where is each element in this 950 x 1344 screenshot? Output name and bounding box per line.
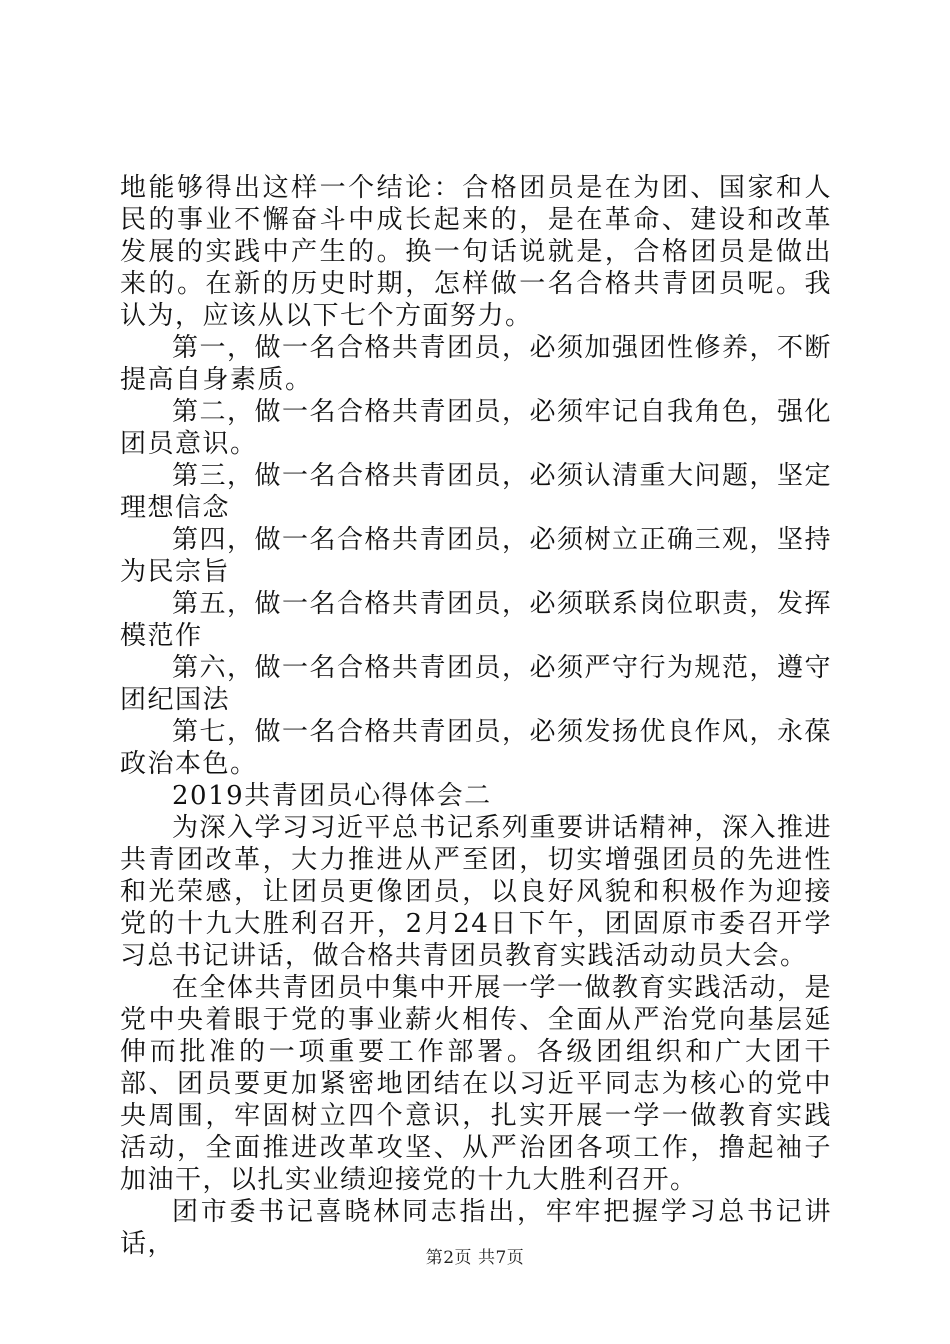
body-paragraph: 在全体共青团员中集中开展一学一做教育实践活动，是党中央着眼于党的事业薪火相传、全面从严治党向基层延伸而批准的一项重要工作部署。各级团组织和广大团干部、团员要更加紧密地团结在以习近平同志为核心的党中央周围，牢固树立四个意识，扎实开展一学一做教育实践活动，全面推进改革攻坚、从严治团各项工作，撸起袖子加油干，以扎实业绩迎接党的十九大胜利召开。 [120, 973, 833, 1195]
body-paragraph: 第六，做一名合格共青团员，必须严守行为规范，遵守团纪国法 [120, 653, 833, 715]
body-paragraph: 第七，做一名合格共青团员，必须发扬优良作风，永葆政治本色。 [120, 717, 833, 779]
body-paragraph: 第四，做一名合格共青团员，必须树立正确三观，坚持为民宗旨 [120, 525, 833, 587]
page-number-footer: 第2页 共7页 [425, 1248, 525, 1268]
document-body [120, 172, 832, 1260]
body-paragraph: 团市委书记喜晓林同志指出，牢牢把握学习总书记讲话， [120, 1197, 832, 1259]
body-paragraph: 第五，做一名合格共青团员，必须联系岗位职责，发挥模范作 [120, 589, 833, 651]
body-paragraph: 地能够得出这样一个结论：合格团员是在为团、国家和人民的事业不懈奋斗中成长起来的，是在革命、建设和改革发展的实践中产生的。换一句话说就是，合格团员是做出来的。在新的历史时期，怎样做一名合格共青团员呢。我认为，应该从以下七个方面努力。 [120, 173, 832, 331]
section-heading: 2019共青团员心得体会二 [172, 781, 492, 811]
body-paragraph: 为深入学习习近平总书记系列重要讲话精神，深入推进共青团改革，大力推进从严至团，切实增强团员的先进性和光荣感，让团员更像团员，以良好风貌和积极作为迎接党的十九大胜利召开，2月24日下午，团固原市委召开学习总书记讲话，做合格共青团员教育实践活动动员大会。 [120, 813, 833, 971]
body-paragraph: 第二，做一名合格共青团员，必须牢记自我角色，强化团员意识。 [120, 397, 833, 459]
body-paragraph: 第一，做一名合格共青团员，必须加强团性修养，不断提高自身素质。 [120, 333, 833, 395]
body-paragraph: 第三，做一名合格共青团员，必须认清重大问题，坚定理想信念 [120, 461, 833, 523]
